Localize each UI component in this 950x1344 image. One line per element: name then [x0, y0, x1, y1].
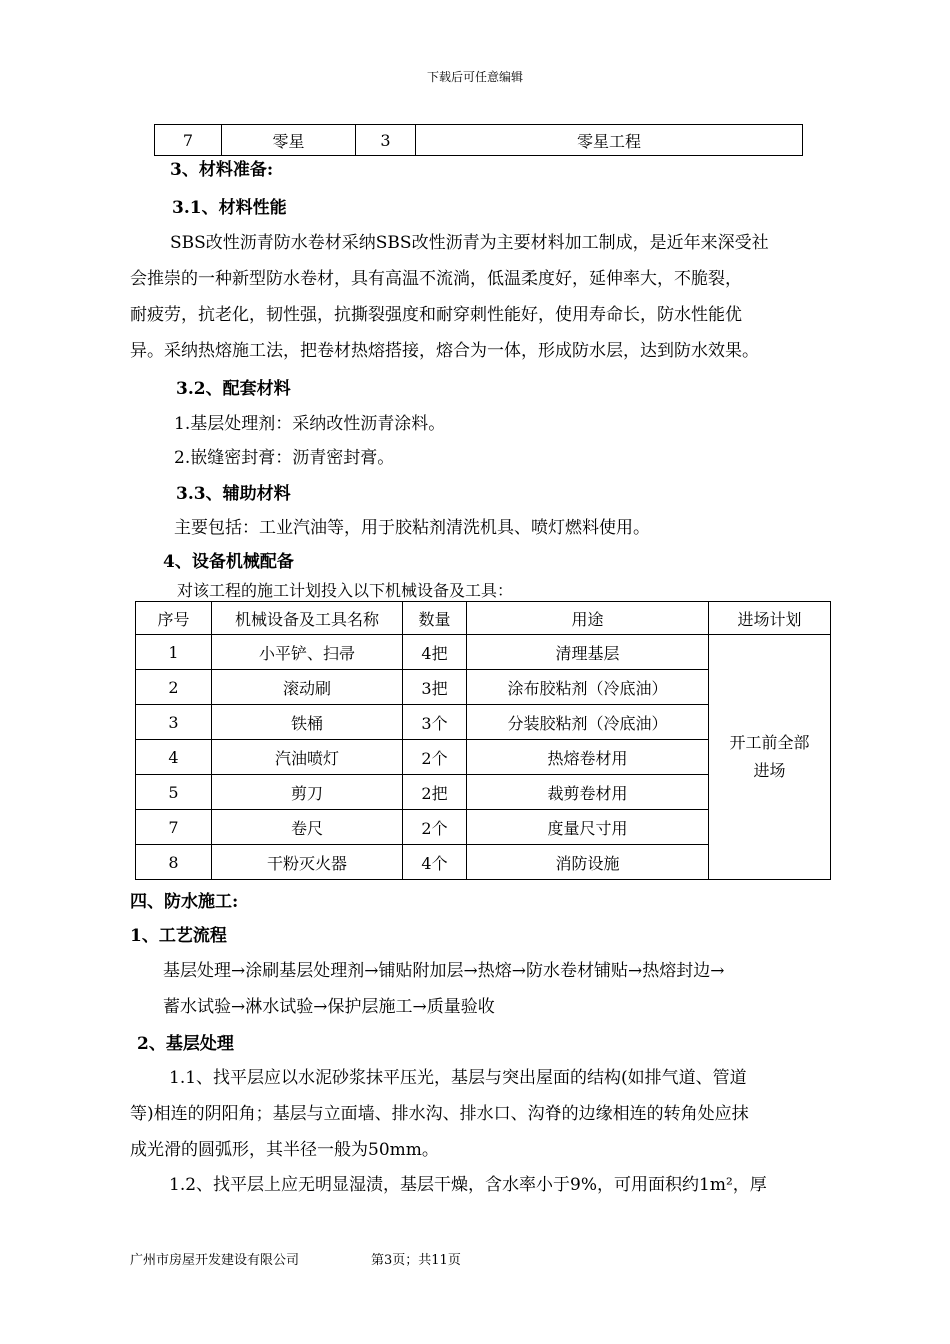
table-cell: 热熔卷材用 [467, 740, 709, 775]
table-cell: 铁桶 [212, 705, 403, 740]
plan-line: 开工前全部 [729, 733, 810, 752]
table-cell: 7 [136, 810, 212, 845]
table-cell: 8 [136, 845, 212, 880]
table-intro: 对该工程的施工计划投入以下机械设备及工具： [177, 581, 514, 600]
subsection-heading: 3.1、材料性能 [172, 198, 287, 218]
table-cell: 2 [136, 670, 212, 705]
table-row [155, 125, 803, 156]
subsection-heading: 3.3、辅助材料 [176, 484, 291, 504]
equipment-table [135, 601, 831, 880]
table-cell: 3个 [403, 705, 467, 740]
table-cell: 3 [356, 125, 416, 156]
plan-cell [709, 635, 831, 880]
table-cell: 2个 [403, 810, 467, 845]
table-cell: 3 [136, 705, 212, 740]
table-cell: 汽油喷灯 [212, 740, 403, 775]
paragraph-line: 等)相连的阴阳角；基层与立面墙、排水沟、排水口、沟脊的边缘相连的转角处应抹 [130, 1104, 749, 1124]
table-cell: 1 [136, 635, 212, 670]
paragraph-line: 异。采纳热熔施工法，把卷材热熔搭接，熔合为一体，形成防水层，达到防水效果。 [130, 341, 759, 361]
table-cell: 2个 [403, 740, 467, 775]
page-header-note: 下载后可任意编辑 [426, 70, 523, 84]
paragraph-line: 会推崇的一种新型防水卷材，具有高温不流淌，低温柔度好，延伸率大，不脆裂， [130, 269, 742, 289]
paragraph-line: 主要包括：工业汽油等，用于胶粘剂清洗机具、喷灯燃料使用。 [174, 518, 650, 538]
table-cell: 7 [155, 125, 222, 156]
paragraph-line: 1.2、找平层上应无明显湿渍，基层干燥，含水率小于9%，可用面积约1m²，厚 [169, 1175, 767, 1195]
table-cell: 裁剪卷材用 [467, 775, 709, 810]
table-cell: 剪刀 [212, 775, 403, 810]
column-header: 机械设备及工具名称 [212, 602, 403, 635]
table-cell: 零星工程 [416, 125, 803, 156]
paragraph-line: 成光滑的圆弧形，其半径一般为50mm。 [130, 1140, 439, 1160]
table-cell: 分装胶粘剂（冷底油） [467, 705, 709, 740]
table-cell: 5 [136, 775, 212, 810]
column-header: 进场计划 [709, 602, 831, 635]
column-header: 用途 [467, 602, 709, 635]
plan-line: 进场 [753, 761, 786, 780]
table-cell: 4把 [403, 635, 467, 670]
table-cell: 清理基层 [467, 635, 709, 670]
table-cell: 4 [136, 740, 212, 775]
table-cell: 度量尺寸用 [467, 810, 709, 845]
paragraph-line: 1.1、找平层应以水泥砂浆抹平压光，基层与突出屋面的结构(如排气道、管道 [169, 1068, 747, 1088]
subsection-heading: 3.2、配套材料 [176, 379, 291, 399]
footer-page-number: 第3页；共11页 [371, 1253, 461, 1268]
column-header: 序号 [136, 602, 212, 635]
flow-line: 蓄水试验→淋水试验→保护层施工→质量验收 [163, 997, 495, 1017]
table-cell: 卷尺 [212, 810, 403, 845]
table-row [136, 635, 831, 670]
paragraph-line: 耐疲劳，抗老化，韧性强，抗撕裂强度和耐穿刺性能好，使用寿命长，防水性能优 [130, 305, 742, 325]
column-header: 数量 [403, 602, 467, 635]
section-heading: 四、防水施工: [130, 892, 239, 912]
table-cell: 3把 [403, 670, 467, 705]
subsection-heading: 2、基层处理 [137, 1034, 234, 1054]
table-cell: 涂布胶粘剂（冷底油） [467, 670, 709, 705]
flow-line: 基层处理→涂刷基层处理剂→铺贴附加层→热熔→防水卷材铺贴→热熔封边→ [163, 961, 725, 981]
footer-company: 广州市房屋开发建设有限公司 [130, 1253, 300, 1268]
table-cell: 小平铲、扫帚 [212, 635, 403, 670]
table-cell: 2把 [403, 775, 467, 810]
list-item: 1.基层处理剂：采纳改性沥青涂料。 [174, 414, 446, 434]
table-cell: 零星 [222, 125, 356, 156]
table-cell: 滚动刷 [212, 670, 403, 705]
table-cell: 消防设施 [467, 845, 709, 880]
top-table [154, 124, 803, 156]
table-header-row [136, 602, 831, 635]
section-heading: 4、设备机械配备 [163, 552, 294, 572]
list-item: 2.嵌缝密封膏：沥青密封膏。 [174, 448, 395, 468]
subsection-heading: 1、工艺流程 [130, 926, 227, 946]
table-cell: 干粉灭火器 [212, 845, 403, 880]
table-cell: 4个 [403, 845, 467, 880]
section-heading: 3、材料准备: [170, 160, 274, 180]
paragraph-line: SBS改性沥青防水卷材采纳SBS改性沥青为主要材料加工制成，是近年来深受社 [170, 233, 769, 253]
